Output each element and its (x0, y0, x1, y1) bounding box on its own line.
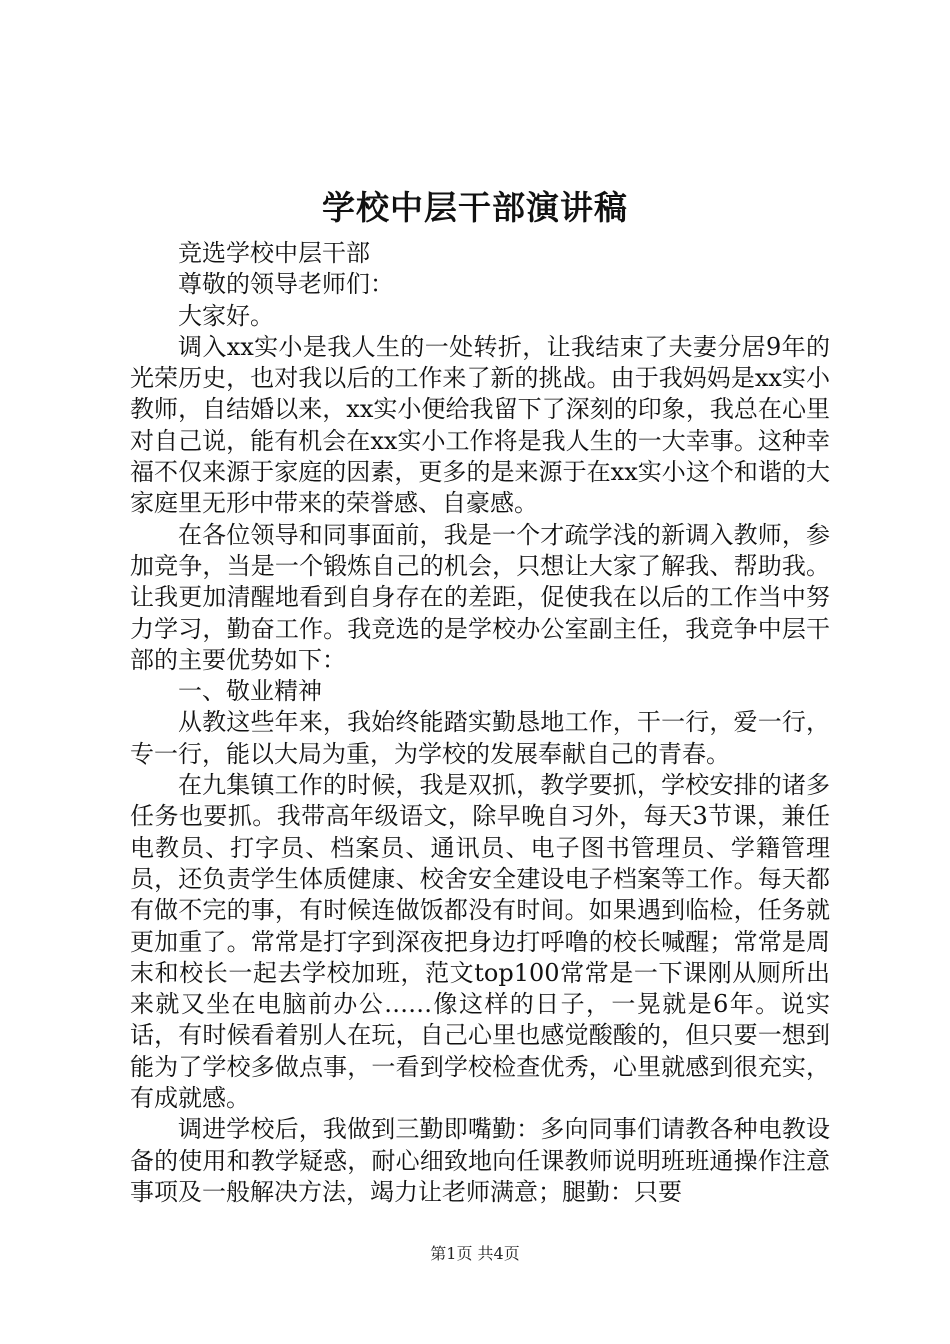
body-paragraph: 竞选学校中层干部 (178, 239, 370, 267)
body-paragraph: 在各位领导和同事面前，我是一个才疏学浅的新调入教师，参加竞争，当是一个锻炼自己的机会，只想让大家了解我、帮助我。让我更加清醒地看到自身存在的差距，促使我在以后的工作当中努力学习，勤奋工作。我竞选的是学校办公室副主任，我竞争中层干部的主要优势如下： (130, 520, 830, 674)
body-paragraph: 从教这些年来，我始终能踏实勤恳地工作，干一行，爱一行，专一行，能以大局为重，为学校的发展奉献自己的青春。 (130, 708, 830, 768)
body-paragraph: 调进学校后，我做到三勤即嘴勤：多向同事们请教各种电教设备的使用和教学疑惑，耐心细致地向任课教师说明班班通操作注意事项及一般解决方法，竭力让老师满意；腿勤：只要 (130, 1115, 830, 1206)
body-paragraph: 在九集镇工作的时候，我是双抓，教学要抓，学校安排的诸多任务也要抓。我带高年级语文，除早晚自习外，每天3节课，兼任电教员、打字员、档案员、通讯员、电子图书管理员、学籍管理员，还负责学生体质健康、校舍安全建设电子档案等工作。每天都有做不完的事，有时候连做饭都没有时间。如果遇到临检，任务就更加重了。常常是打字到深夜把身边打呼噜的校长喊醒；常常是周末和校长一起去学校加班，范文top100常常是一下课刚从厕所出来就又坐在电脑前办公……像这样的日子，一晃就是6年。说实话，有时候看着别人在玩，自己心里也感觉酸酸的，但只要一想到能为了学校多做点事，一看到学校检查优秀，心里就感到很充实，有成就感。 (130, 771, 830, 1113)
body-paragraph: 大家好。 (178, 301, 274, 330)
section-heading: 一、敬业精神 (178, 677, 322, 706)
body-paragraph: 尊敬的领导老师们： (178, 270, 394, 299)
document-title: 学校中层干部演讲稿 (322, 188, 628, 227)
page-footer: 第1页 共4页 (430, 1244, 520, 1263)
body-paragraph: 调入xx实小是我人生的一处转折，让我结束了夫妻分居9年的光荣历史，也对我以后的工作来了新的挑战。由于我妈妈是xx实小教师，自结婚以来，xx实小便给我留下了深刻的印象，我总在心里对自己说，能有机会在xx实小工作将是我人生的一大幸事。这种幸福不仅来源于家庭的因素，更多的是来源于在xx实小这个和谐的大家庭里无形中带来的荣誉感、自豪感。 (130, 332, 830, 518)
document-body (130, 238, 830, 1208)
